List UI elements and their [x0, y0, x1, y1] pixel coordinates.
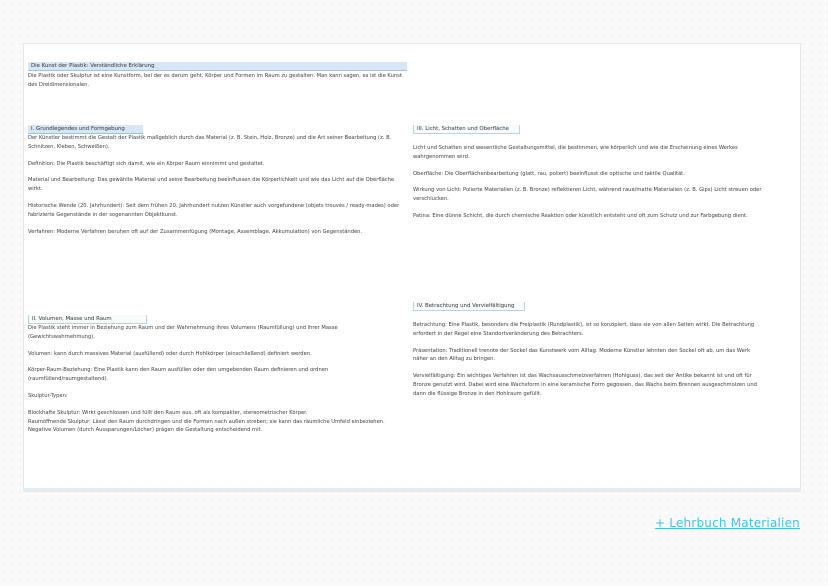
section-1-paragraph: Verfahren: Moderne Verfahren beruhen oft auf der Zusammenfügung (Montage, Assemblage, Akkumulation) von Gegenständen.: [28, 228, 363, 235]
section-2-paragraph: Körper-Raum-Beziehung: Eine Plastik kann den Raum ausfüllen oder den umgebenden Raum definieren und ordnen (raumfüllend/raumgestaltend).: [28, 367, 329, 383]
section-3-paragraph: Licht und Schatten sind wesentliche Gestaltungsmittel, die bestimmen, wie körperlich und wie die Erscheinung eines Werkes wahrgenommen wird.: [413, 145, 738, 160]
section-2: [28, 305, 400, 435]
section-2-paragraph: Raumöffnende Skulptur: Lässt den Raum durchdringen und die Formen nach außen streben; sie kann das räumliche Umfeld einbeziehen. Negative Volumen (durch Aussparungen/Löcher) prägen die Gestaltung entscheidend mit.: [28, 418, 385, 434]
textbook-materials-link[interactable]: + Lehrbuch Materialien: [655, 516, 800, 530]
intro-section: [28, 52, 408, 90]
section-4-heading: IV. Betrachtung und Vervielfältigung: [413, 302, 525, 311]
section-3: [413, 115, 765, 221]
section-4-paragraph: Betrachtung: Eine Plastik, besonders die Freiplastik (Rundplastik), ist so konzipiert, dass sie von allen Seiten wirkt. Die Betrachtung erfordert in der Regel eine Standortveränderung des Betrachters.: [413, 322, 755, 337]
section-1-paragraph: Der Künstler bestimmt die Gestalt der Plastik maßgeblich durch das Material (z. B. Stein, Holz, Bronze) und die Art seiner Bearbeitung (z. B. Schnitzen, Kleben, Schweißen).: [28, 135, 392, 150]
section-4: [413, 292, 765, 399]
intro-text: Die Plastik oder Skulptur ist eine Kunstform, bei der es darum geht, Körper und Formen im Raum zu gestalten. Man kann sagen, es ist die Kunst des Dreidimensionalen.: [28, 73, 402, 88]
section-3-paragraph: Oberfläche: Die Oberflächenbearbeitung (glatt, rau, poliert) beeinflusst die optische und taktile Qualität.: [413, 170, 685, 177]
section-1-paragraph: Historische Wende (20. Jahrhundert): Seit dem frühen 20. Jahrhundert nutzen Künstler auch vorgefundene (objets trouvés / ready-mades) oder fabrizierte Gegenstände in der sogenannten Objektkunst.: [28, 202, 400, 218]
section-4-paragraph: Präsentation: Traditionell trennte der Sockel das Kunstwerk vom Alltag. Moderne Künstler lehnten den Sockel oft ab, um das Werk näher an den Alltag zu bringen.: [413, 347, 750, 363]
section-4-paragraph: Vervielfältigung: Ein wichtiges Verfahren ist das Wachsausschmelzverfahren (Hohlguss), das seit der Antike bekannt ist und oft für Bronze genutzt wird. Dabei wird eine Wachsform in eine keramische Form gegossen, das Wachs beim Brennen ausgeschmolzen und dann die flüssige Bronze in den Hohlraum gefüllt.: [413, 373, 757, 397]
section-2-paragraph: Blockhafte Skulptur: Wirkt geschlossen und füllt den Raum aus, oft als kompakter, stereometrischer Körper.: [28, 409, 308, 416]
page-title: Die Kunst der Plastik: Verständliche Erklärung: [28, 62, 407, 71]
section-1-paragraph: Material und Bearbeitung: Das gewählte Material und seine Bearbeitung beeinflussen die Körperlichkeit und wie das Licht auf die Oberfläche wirkt.: [28, 177, 395, 193]
section-2-paragraph: Volumen: kann durch massives Material (ausfüllend) oder durch Hohlkörper (einschließend) definiert werden.: [28, 350, 312, 357]
section-3-heading: III. Licht, Schatten und Oberfläche: [413, 125, 520, 134]
section-2-paragraph: Die Plastik steht immer in Beziehung zum Raum und der Wahrnehmung ihres Volumens (Raumfüllung) und ihrer Masse (Gewichtswahrnehmung).: [28, 325, 338, 340]
section-3-paragraph: Patina: Eine dünne Schicht, die durch chemische Reaktion oder künstlich entsteht und oft zum Schutz und zur Farbgebung dient.: [413, 212, 748, 219]
section-1: [28, 115, 400, 236]
section-1-paragraph: Definition: Die Plastik beschäftigt sich damit, wie ein Körper Raum einnimmt und gestaltet.: [28, 160, 265, 167]
section-2-heading: II. Volumen, Masse und Raum: [28, 315, 147, 324]
section-1-heading: I. Grundlegendes und Formgebung: [28, 125, 143, 134]
section-3-paragraph: Wirkung von Licht: Polierte Materialien (z. B. Bronze) reflektieren Licht, während raue/matte Materialien (z. B. Gips) Licht streuen oder verschlucken.: [413, 187, 762, 203]
section-2-paragraph: Skulptur-Typen:: [28, 392, 68, 399]
